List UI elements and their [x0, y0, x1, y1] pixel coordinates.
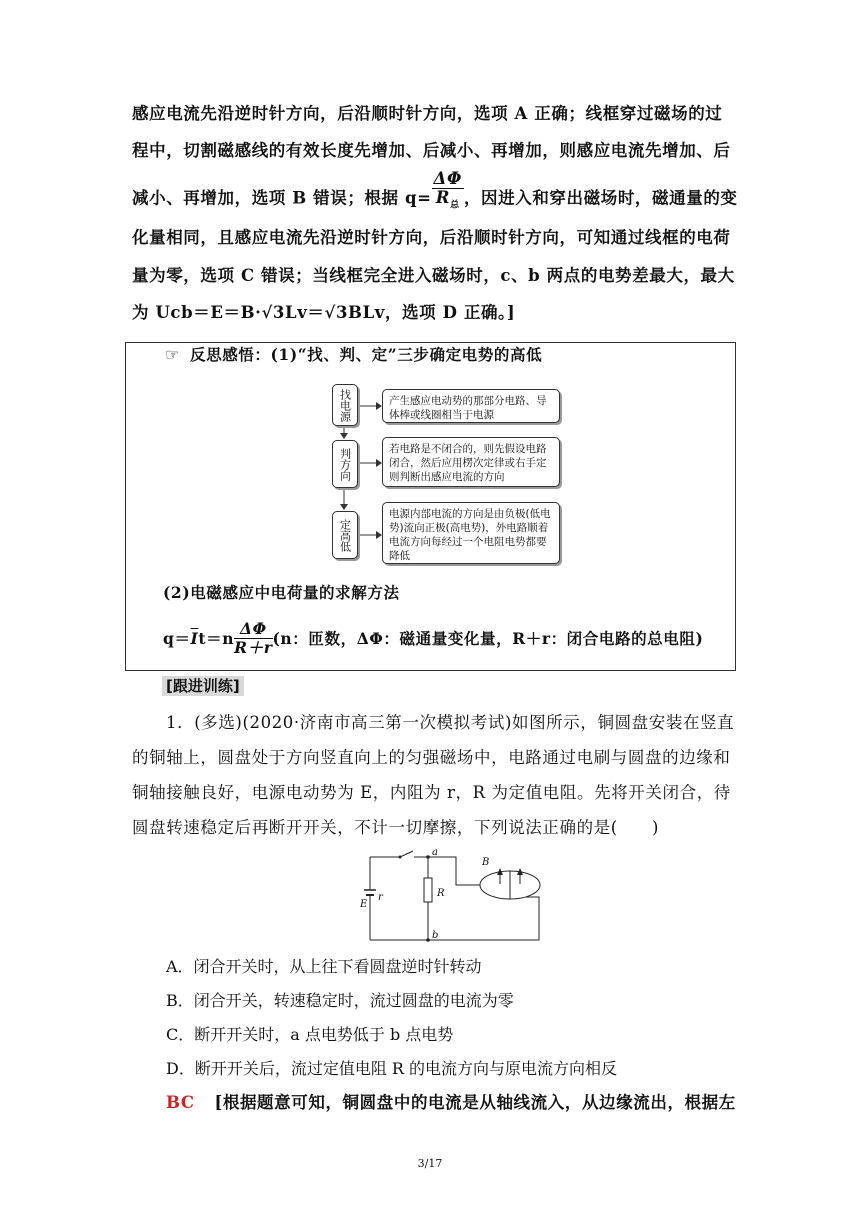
charge-formula [163, 620, 703, 657]
hand-pointer-icon: ☞ [165, 345, 180, 364]
answer-explanation: [根据题意可知，铜圆盘中的电流是从轴线流入，从边缘流出，根据左 [214, 1093, 736, 1112]
flow-desc-judge: 若电路是不闭合的，则先假设电路闭合，然后应用楞次定律或右手定则判断出感应电流的方向 [382, 437, 560, 487]
reflection-part2-title: (2)电磁感应中电荷量的求解方法 [163, 583, 400, 602]
fraction-q-den-sub: 总 [450, 200, 460, 211]
flow-step-find: 找电源 [332, 384, 358, 426]
flow-desc-find: 产生感应电动势的那部分电路、导体棒或线圈相当于电源 [382, 389, 560, 423]
charge-formula-prefix: q＝ [163, 628, 191, 648]
paragraph-line-2: 程中，切割磁感线的有效长度先增加、后减小、再增加，则感应电流先增加、后 [132, 141, 731, 160]
flow-step-determine: 定高低 [332, 511, 358, 559]
charge-formula-suffix: (n：匝数，ΔΦ：磁通量变化量，R＋r：闭合电路的总电阻) [272, 628, 704, 648]
question-line-2: 的铜轴上，圆盘处于方向竖直向上的匀强磁场中，电路通过电刷与圆盘的边缘和 [132, 748, 731, 767]
question-line-4: 圆盘转速稳定后再断开开关，不计一切摩擦，下列说法正确的是( ) [132, 818, 660, 837]
circuit-label-R: R [437, 888, 446, 899]
reflection-title: 反思感悟：(1)“找、判、定”三步确定电势的高低 [190, 345, 543, 364]
paragraph-line-3-text: 减小、再增加，选项 B 错误；根据 q= [132, 188, 432, 208]
section-tag: [跟进训练] [162, 676, 244, 696]
paragraph-line-6: 为 Ucb＝E＝B·√3Lv＝√3BLv，选项 D 正确。] [132, 303, 516, 322]
option-d: D．断开开关后，流过定值电阻 R 的电流方向与原电流方向相反 [166, 1059, 618, 1078]
page-number: 3/17 [417, 1157, 443, 1170]
paragraph-line-4: 化量相同，且感应电流先沿逆时针方向，后沿顺时针方向，可知通过线框的电荷 [132, 228, 731, 247]
paragraph-line-1: 感应电流先沿逆时针方向，后沿顺时针方向，选项 A 正确；线框穿过磁场的过 [132, 104, 723, 123]
fraction-q [432, 170, 464, 214]
charge-formula-den: R＋r [234, 638, 273, 657]
charge-formula-num: ΔΦ [234, 620, 272, 639]
circuit-label-E: E [360, 899, 368, 910]
option-b: B．闭合开关，转速稳定时，流过圆盘的电流为零 [166, 991, 514, 1010]
question-line-1: 1．(多选)(2020·济南市高三第一次模拟考试)如图所示，铜圆盘安装在竖直 [166, 713, 735, 732]
paragraph-line-5: 量为零，选项 C 错误；当线框完全进入磁场时，c、b 两点的电势差最大，最大 [132, 266, 735, 285]
circuit-label-b: b [432, 930, 440, 941]
question-line-3: 铜轴接触良好，电源电动势为 E，内阻为 r，R 为定值电阻。先将开关闭合，待 [132, 783, 731, 802]
paragraph-line-3b: ，因进入和穿出磁场时，磁通量的变 [463, 188, 738, 208]
circuit-label-r: r [378, 892, 384, 903]
current-bar-symbol: $\overline{I}$ [190, 628, 199, 648]
charge-formula-mid: t＝n [198, 628, 235, 648]
charge-formula-fraction [234, 620, 272, 657]
flow-step-judge: 判方向 [332, 440, 358, 488]
fraction-q-num: ΔΦ [433, 169, 462, 188]
answer-line [166, 1093, 736, 1113]
fraction-q-den: R [435, 188, 451, 207]
option-c: C．断开开关时，a 点电势低于 b 点电势 [166, 1025, 454, 1044]
option-a: A．闭合开关时，从上往下看圆盘逆时针转动 [166, 957, 482, 976]
answer-label: BC [166, 1093, 195, 1112]
flow-desc-determine: 电源内部电流的方向是由负极(低电势)流向正极(高电势)，外电路顺着电流方向每经过一个电阻电势都要降低 [382, 502, 560, 564]
circuit-label-B: B [482, 857, 490, 868]
circuit-label-a: a [432, 847, 439, 858]
